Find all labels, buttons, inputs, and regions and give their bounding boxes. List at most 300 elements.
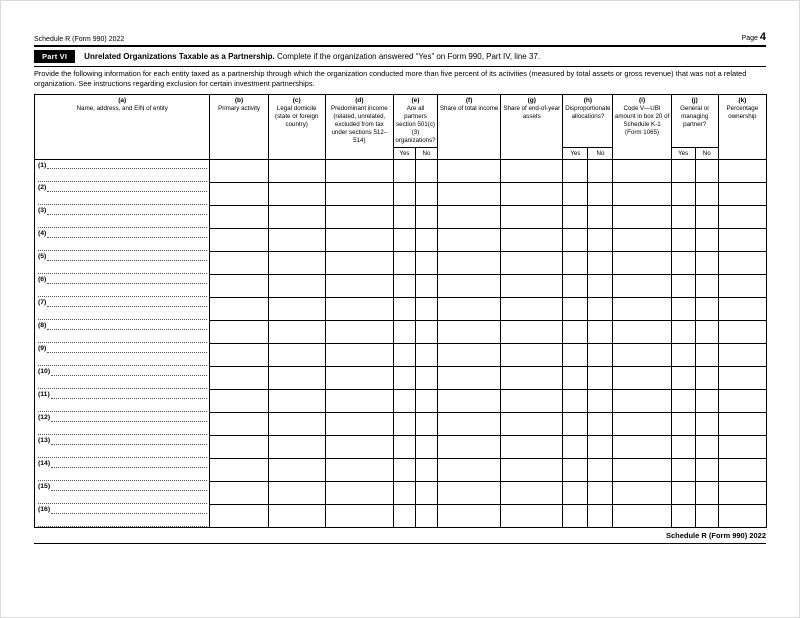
managing-partner-no-cell[interactable] bbox=[695, 251, 718, 274]
partners-501c3-yes-cell[interactable] bbox=[393, 205, 415, 228]
table-row bbox=[35, 205, 767, 228]
partners-501c3-no-cell[interactable] bbox=[415, 228, 437, 251]
entity-name-line bbox=[38, 162, 207, 169]
managing-partner-yes-cell[interactable] bbox=[671, 251, 695, 274]
managing-partner-yes-cell[interactable] bbox=[671, 412, 695, 435]
legal-domicile-cell[interactable] bbox=[268, 389, 325, 412]
col-header-b: (b) Primary activity bbox=[210, 94, 268, 159]
partners-501c3-no-cell[interactable] bbox=[415, 343, 437, 366]
col-header-i: (i) Code V—UBI amount in box 20 of Schedule K-1 (Form 1065) bbox=[613, 94, 671, 159]
partners-501c3-yes-cell[interactable] bbox=[393, 182, 415, 205]
dotted-line bbox=[38, 526, 207, 527]
table-row bbox=[35, 159, 767, 182]
entity-name-cell[interactable] bbox=[35, 343, 210, 366]
predominant-income-cell[interactable] bbox=[325, 274, 393, 297]
partners-501c3-yes-cell[interactable] bbox=[393, 389, 415, 412]
percentage-ownership-cell[interactable] bbox=[718, 366, 766, 389]
entity-name-cell[interactable] bbox=[35, 481, 210, 504]
primary-activity-cell[interactable] bbox=[210, 228, 268, 251]
entity-name-cell[interactable] bbox=[35, 458, 210, 481]
disproportionate-no-cell[interactable] bbox=[588, 366, 613, 389]
partners-501c3-yes-cell[interactable] bbox=[393, 504, 415, 527]
entity-name-cell[interactable] bbox=[35, 251, 210, 274]
predominant-income-cell[interactable] bbox=[325, 159, 393, 182]
disproportionate-yes-cell[interactable] bbox=[563, 366, 588, 389]
table-row bbox=[35, 458, 767, 481]
primary-activity-cell[interactable] bbox=[210, 343, 268, 366]
managing-partner-no-cell[interactable] bbox=[695, 205, 718, 228]
managing-partner-no-cell[interactable] bbox=[695, 435, 718, 458]
entity-table bbox=[34, 94, 767, 528]
disproportionate-yes-cell[interactable] bbox=[563, 343, 588, 366]
primary-activity-cell[interactable] bbox=[210, 320, 268, 343]
percentage-ownership-cell[interactable] bbox=[718, 274, 766, 297]
entity-name-line bbox=[38, 414, 207, 421]
legal-domicile-cell[interactable] bbox=[268, 435, 325, 458]
row-number: (3) bbox=[38, 207, 47, 215]
disproportionate-yes-cell[interactable] bbox=[563, 435, 588, 458]
legal-domicile-cell[interactable] bbox=[268, 159, 325, 182]
dotted-leader bbox=[47, 253, 207, 260]
code-v-ubi-cell[interactable] bbox=[613, 274, 671, 297]
partners-501c3-no-cell[interactable] bbox=[415, 412, 437, 435]
dotted-leader bbox=[47, 207, 207, 214]
disproportionate-yes-cell[interactable] bbox=[563, 504, 588, 527]
instructions-text: Provide the following information for each entity taxed as a partnership through which the organization conducted more than five percent of its activities (measured by total assets or gross revenue) that was not a related organization. See instructions regarding exclusion for certain investment partnerships. bbox=[34, 69, 747, 88]
legal-domicile-cell[interactable] bbox=[268, 205, 325, 228]
row-number: (8) bbox=[38, 322, 47, 330]
disproportionate-yes-cell[interactable] bbox=[563, 182, 588, 205]
legal-domicile-cell[interactable] bbox=[268, 228, 325, 251]
managing-partner-yes-cell[interactable] bbox=[671, 458, 695, 481]
share-eoy-assets-cell[interactable] bbox=[501, 435, 563, 458]
code-v-ubi-cell[interactable] bbox=[613, 182, 671, 205]
share-total-income-cell[interactable] bbox=[438, 389, 501, 412]
entity-name-line bbox=[38, 230, 207, 237]
entity-name-line bbox=[38, 391, 207, 398]
predominant-income-cell[interactable] bbox=[325, 205, 393, 228]
managing-partner-no-cell[interactable] bbox=[695, 343, 718, 366]
percentage-ownership-cell[interactable] bbox=[718, 389, 766, 412]
disproportionate-no-cell[interactable] bbox=[588, 159, 613, 182]
disproportionate-no-cell[interactable] bbox=[588, 228, 613, 251]
disproportionate-no-cell[interactable] bbox=[588, 251, 613, 274]
col-header-a: (a) Name, address, and EIN of entity bbox=[35, 94, 210, 159]
legal-domicile-cell[interactable] bbox=[268, 297, 325, 320]
managing-partner-no-cell[interactable] bbox=[695, 412, 718, 435]
entity-name-line bbox=[38, 345, 207, 352]
entity-name-cell[interactable] bbox=[35, 320, 210, 343]
share-eoy-assets-cell[interactable] bbox=[501, 228, 563, 251]
share-total-income-cell[interactable] bbox=[438, 366, 501, 389]
col-header-e-no: No bbox=[415, 147, 437, 159]
predominant-income-cell[interactable] bbox=[325, 389, 393, 412]
disproportionate-yes-cell[interactable] bbox=[563, 320, 588, 343]
primary-activity-cell[interactable] bbox=[210, 366, 268, 389]
predominant-income-cell[interactable] bbox=[325, 343, 393, 366]
table-row bbox=[35, 412, 767, 435]
entity-name-cell[interactable] bbox=[35, 205, 210, 228]
entity-name-line bbox=[38, 506, 207, 513]
code-v-ubi-cell[interactable] bbox=[613, 389, 671, 412]
partners-501c3-yes-cell[interactable] bbox=[393, 481, 415, 504]
entity-name-cell[interactable] bbox=[35, 504, 210, 527]
entity-name-line bbox=[38, 299, 207, 306]
partners-501c3-no-cell[interactable] bbox=[415, 274, 437, 297]
code-v-ubi-cell[interactable] bbox=[613, 481, 671, 504]
managing-partner-no-cell[interactable] bbox=[695, 481, 718, 504]
table-row bbox=[35, 504, 767, 527]
share-total-income-cell[interactable] bbox=[438, 228, 501, 251]
partners-501c3-yes-cell[interactable] bbox=[393, 366, 415, 389]
predominant-income-cell[interactable] bbox=[325, 182, 393, 205]
primary-activity-cell[interactable] bbox=[210, 412, 268, 435]
managing-partner-yes-cell[interactable] bbox=[671, 159, 695, 182]
predominant-income-cell[interactable] bbox=[325, 481, 393, 504]
partners-501c3-yes-cell[interactable] bbox=[393, 435, 415, 458]
share-eoy-assets-cell[interactable] bbox=[501, 274, 563, 297]
legal-domicile-cell[interactable] bbox=[268, 366, 325, 389]
legal-domicile-cell[interactable] bbox=[268, 320, 325, 343]
row-number: (5) bbox=[38, 253, 47, 261]
partners-501c3-yes-cell[interactable] bbox=[393, 228, 415, 251]
managing-partner-yes-cell[interactable] bbox=[671, 228, 695, 251]
managing-partner-no-cell[interactable] bbox=[695, 458, 718, 481]
entity-name-cell[interactable] bbox=[35, 228, 210, 251]
col-header-e: (e) Are all partners section 501(c)(3) organizations? bbox=[393, 94, 437, 147]
predominant-income-cell[interactable] bbox=[325, 366, 393, 389]
table-row bbox=[35, 481, 767, 504]
predominant-income-cell[interactable] bbox=[325, 435, 393, 458]
percentage-ownership-cell[interactable] bbox=[718, 412, 766, 435]
code-v-ubi-cell[interactable] bbox=[613, 412, 671, 435]
table-row bbox=[35, 182, 767, 205]
legal-domicile-cell[interactable] bbox=[268, 504, 325, 527]
legal-domicile-cell[interactable] bbox=[268, 343, 325, 366]
primary-activity-cell[interactable] bbox=[210, 205, 268, 228]
predominant-income-cell[interactable] bbox=[325, 228, 393, 251]
managing-partner-no-cell[interactable] bbox=[695, 320, 718, 343]
predominant-income-cell[interactable] bbox=[325, 412, 393, 435]
partners-501c3-no-cell[interactable] bbox=[415, 458, 437, 481]
dotted-leader bbox=[47, 345, 207, 352]
managing-partner-yes-cell[interactable] bbox=[671, 389, 695, 412]
col-header-g: (g) Share of end-of-year assets bbox=[501, 94, 563, 159]
dotted-leader bbox=[51, 368, 207, 375]
share-eoy-assets-cell[interactable] bbox=[501, 343, 563, 366]
primary-activity-cell[interactable] bbox=[210, 504, 268, 527]
share-total-income-cell[interactable] bbox=[438, 251, 501, 274]
entity-name-line bbox=[38, 368, 207, 375]
predominant-income-cell[interactable] bbox=[325, 251, 393, 274]
entity-name-cell[interactable] bbox=[35, 412, 210, 435]
managing-partner-yes-cell[interactable] bbox=[671, 320, 695, 343]
disproportionate-no-cell[interactable] bbox=[588, 435, 613, 458]
managing-partner-no-cell[interactable] bbox=[695, 182, 718, 205]
page-header bbox=[34, 31, 766, 45]
dotted-leader bbox=[47, 276, 207, 283]
disproportionate-no-cell[interactable] bbox=[588, 182, 613, 205]
partners-501c3-no-cell[interactable] bbox=[415, 435, 437, 458]
percentage-ownership-cell[interactable] bbox=[718, 504, 766, 527]
entity-name-cell[interactable] bbox=[35, 389, 210, 412]
dotted-leader bbox=[51, 506, 207, 513]
partners-501c3-yes-cell[interactable] bbox=[393, 320, 415, 343]
partners-501c3-no-cell[interactable] bbox=[415, 159, 437, 182]
part-vi-title bbox=[84, 52, 540, 61]
percentage-ownership-cell[interactable] bbox=[718, 458, 766, 481]
legal-domicile-cell[interactable] bbox=[268, 274, 325, 297]
predominant-income-cell[interactable] bbox=[325, 297, 393, 320]
code-v-ubi-cell[interactable] bbox=[613, 205, 671, 228]
share-eoy-assets-cell[interactable] bbox=[501, 297, 563, 320]
disproportionate-yes-cell[interactable] bbox=[563, 297, 588, 320]
partners-501c3-no-cell[interactable] bbox=[415, 389, 437, 412]
primary-activity-cell[interactable] bbox=[210, 159, 268, 182]
share-eoy-assets-cell[interactable] bbox=[501, 481, 563, 504]
disproportionate-no-cell[interactable] bbox=[588, 274, 613, 297]
share-eoy-assets-cell[interactable] bbox=[501, 458, 563, 481]
disproportionate-yes-cell[interactable] bbox=[563, 274, 588, 297]
partners-501c3-yes-cell[interactable] bbox=[393, 159, 415, 182]
managing-partner-yes-cell[interactable] bbox=[671, 205, 695, 228]
share-total-income-cell[interactable] bbox=[438, 435, 501, 458]
entity-name-cell[interactable] bbox=[35, 366, 210, 389]
managing-partner-yes-cell[interactable] bbox=[671, 182, 695, 205]
entity-name-line bbox=[38, 276, 207, 283]
disproportionate-no-cell[interactable] bbox=[588, 389, 613, 412]
table-row bbox=[35, 228, 767, 251]
footer-rule bbox=[34, 543, 766, 544]
disproportionate-yes-cell[interactable] bbox=[563, 228, 588, 251]
col-header-h-no: No bbox=[588, 147, 613, 159]
share-eoy-assets-cell[interactable] bbox=[501, 320, 563, 343]
col-header-e-yes: Yes bbox=[393, 147, 415, 159]
disproportionate-yes-cell[interactable] bbox=[563, 389, 588, 412]
code-v-ubi-cell[interactable] bbox=[613, 435, 671, 458]
share-total-income-cell[interactable] bbox=[438, 412, 501, 435]
row-number: (4) bbox=[38, 230, 47, 238]
percentage-ownership-cell[interactable] bbox=[718, 228, 766, 251]
disproportionate-yes-cell[interactable] bbox=[563, 159, 588, 182]
partners-501c3-no-cell[interactable] bbox=[415, 251, 437, 274]
table-row bbox=[35, 251, 767, 274]
entity-name-line bbox=[38, 184, 207, 191]
entity-name-cell[interactable] bbox=[35, 159, 210, 182]
disproportionate-no-cell[interactable] bbox=[588, 343, 613, 366]
table-row bbox=[35, 320, 767, 343]
row-number: (9) bbox=[38, 345, 47, 353]
legal-domicile-cell[interactable] bbox=[268, 458, 325, 481]
partners-501c3-yes-cell[interactable] bbox=[393, 297, 415, 320]
code-v-ubi-cell[interactable] bbox=[613, 343, 671, 366]
primary-activity-cell[interactable] bbox=[210, 274, 268, 297]
col-header-d: (d) Predominant income (related, unrelated, excluded from tax under sections 512–514) bbox=[325, 94, 393, 159]
managing-partner-yes-cell[interactable] bbox=[671, 366, 695, 389]
table-row bbox=[35, 297, 767, 320]
legal-domicile-cell[interactable] bbox=[268, 481, 325, 504]
managing-partner-yes-cell[interactable] bbox=[671, 297, 695, 320]
managing-partner-no-cell[interactable] bbox=[695, 504, 718, 527]
table-header-row bbox=[35, 94, 767, 147]
dotted-leader bbox=[51, 414, 207, 421]
share-total-income-cell[interactable] bbox=[438, 504, 501, 527]
percentage-ownership-cell[interactable] bbox=[718, 205, 766, 228]
row-number: (1) bbox=[38, 161, 47, 169]
share-eoy-assets-cell[interactable] bbox=[501, 504, 563, 527]
share-eoy-assets-cell[interactable] bbox=[501, 412, 563, 435]
disproportionate-no-cell[interactable] bbox=[588, 297, 613, 320]
primary-activity-cell[interactable] bbox=[210, 182, 268, 205]
share-total-income-cell[interactable] bbox=[438, 182, 501, 205]
partners-501c3-yes-cell[interactable] bbox=[393, 251, 415, 274]
disproportionate-no-cell[interactable] bbox=[588, 504, 613, 527]
part-vi-header bbox=[34, 47, 766, 66]
primary-activity-cell[interactable] bbox=[210, 297, 268, 320]
percentage-ownership-cell[interactable] bbox=[718, 435, 766, 458]
dotted-leader bbox=[47, 230, 207, 237]
disproportionate-no-cell[interactable] bbox=[588, 205, 613, 228]
primary-activity-cell[interactable] bbox=[210, 435, 268, 458]
partners-501c3-no-cell[interactable] bbox=[415, 297, 437, 320]
row-number: (12) bbox=[38, 414, 51, 422]
share-eoy-assets-cell[interactable] bbox=[501, 251, 563, 274]
entity-table-body bbox=[35, 159, 767, 527]
code-v-ubi-cell[interactable] bbox=[613, 297, 671, 320]
row-number: (10) bbox=[38, 368, 51, 376]
primary-activity-cell[interactable] bbox=[210, 389, 268, 412]
managing-partner-no-cell[interactable] bbox=[695, 228, 718, 251]
disproportionate-yes-cell[interactable] bbox=[563, 481, 588, 504]
col-header-f: (f) Share of total income bbox=[438, 94, 501, 159]
part-vi-badge: Part VI bbox=[34, 50, 75, 63]
managing-partner-no-cell[interactable] bbox=[695, 274, 718, 297]
legal-domicile-cell[interactable] bbox=[268, 412, 325, 435]
predominant-income-cell[interactable] bbox=[325, 458, 393, 481]
share-eoy-assets-cell[interactable] bbox=[501, 182, 563, 205]
entity-name-cell[interactable] bbox=[35, 274, 210, 297]
entity-name-cell[interactable] bbox=[35, 435, 210, 458]
share-total-income-cell[interactable] bbox=[438, 481, 501, 504]
entity-name-line bbox=[38, 253, 207, 260]
share-total-income-cell[interactable] bbox=[438, 297, 501, 320]
share-total-income-cell[interactable] bbox=[438, 343, 501, 366]
partners-501c3-yes-cell[interactable] bbox=[393, 274, 415, 297]
disproportionate-no-cell[interactable] bbox=[588, 412, 613, 435]
disproportionate-yes-cell[interactable] bbox=[563, 458, 588, 481]
predominant-income-cell[interactable] bbox=[325, 320, 393, 343]
code-v-ubi-cell[interactable] bbox=[613, 228, 671, 251]
managing-partner-yes-cell[interactable] bbox=[671, 343, 695, 366]
legal-domicile-cell[interactable] bbox=[268, 251, 325, 274]
disproportionate-yes-cell[interactable] bbox=[563, 412, 588, 435]
share-eoy-assets-cell[interactable] bbox=[501, 366, 563, 389]
code-v-ubi-cell[interactable] bbox=[613, 159, 671, 182]
percentage-ownership-cell[interactable] bbox=[718, 182, 766, 205]
predominant-income-cell[interactable] bbox=[325, 504, 393, 527]
row-number: (7) bbox=[38, 299, 47, 307]
code-v-ubi-cell[interactable] bbox=[613, 251, 671, 274]
share-eoy-assets-cell[interactable] bbox=[501, 205, 563, 228]
disproportionate-no-cell[interactable] bbox=[588, 458, 613, 481]
dotted-leader bbox=[51, 391, 208, 398]
partners-501c3-yes-cell[interactable] bbox=[393, 412, 415, 435]
code-v-ubi-cell[interactable] bbox=[613, 458, 671, 481]
col-header-h-yes: Yes bbox=[563, 147, 588, 159]
partners-501c3-no-cell[interactable] bbox=[415, 205, 437, 228]
managing-partner-yes-cell[interactable] bbox=[671, 435, 695, 458]
partners-501c3-yes-cell[interactable] bbox=[393, 458, 415, 481]
primary-activity-cell[interactable] bbox=[210, 251, 268, 274]
disproportionate-yes-cell[interactable] bbox=[563, 205, 588, 228]
code-v-ubi-cell[interactable] bbox=[613, 366, 671, 389]
partners-501c3-no-cell[interactable] bbox=[415, 504, 437, 527]
col-header-j-yes: Yes bbox=[671, 147, 695, 159]
disproportionate-no-cell[interactable] bbox=[588, 481, 613, 504]
managing-partner-no-cell[interactable] bbox=[695, 159, 718, 182]
entity-name-line bbox=[38, 483, 207, 490]
disproportionate-yes-cell[interactable] bbox=[563, 251, 588, 274]
percentage-ownership-cell[interactable] bbox=[718, 320, 766, 343]
partners-501c3-yes-cell[interactable] bbox=[393, 343, 415, 366]
managing-partner-yes-cell[interactable] bbox=[671, 274, 695, 297]
table-row bbox=[35, 343, 767, 366]
managing-partner-no-cell[interactable] bbox=[695, 297, 718, 320]
managing-partner-yes-cell[interactable] bbox=[671, 481, 695, 504]
share-eoy-assets-cell[interactable] bbox=[501, 159, 563, 182]
dotted-leader bbox=[51, 460, 207, 467]
share-eoy-assets-cell[interactable] bbox=[501, 389, 563, 412]
partners-501c3-no-cell[interactable] bbox=[415, 481, 437, 504]
col-header-j: (j) General or managing partner? bbox=[671, 94, 718, 147]
share-total-income-cell[interactable] bbox=[438, 320, 501, 343]
disproportionate-no-cell[interactable] bbox=[588, 320, 613, 343]
share-total-income-cell[interactable] bbox=[438, 274, 501, 297]
code-v-ubi-cell[interactable] bbox=[613, 320, 671, 343]
percentage-ownership-cell[interactable] bbox=[718, 251, 766, 274]
partners-501c3-no-cell[interactable] bbox=[415, 182, 437, 205]
col-header-c: (c) Legal domicile (state or foreign country) bbox=[268, 94, 325, 159]
primary-activity-cell[interactable] bbox=[210, 458, 268, 481]
percentage-ownership-cell[interactable] bbox=[718, 343, 766, 366]
managing-partner-no-cell[interactable] bbox=[695, 389, 718, 412]
table-row bbox=[35, 435, 767, 458]
percentage-ownership-cell[interactable] bbox=[718, 481, 766, 504]
entity-name-cell[interactable] bbox=[35, 297, 210, 320]
share-total-income-cell[interactable] bbox=[438, 458, 501, 481]
share-total-income-cell[interactable] bbox=[438, 205, 501, 228]
managing-partner-yes-cell[interactable] bbox=[671, 504, 695, 527]
managing-partner-no-cell[interactable] bbox=[695, 366, 718, 389]
dotted-leader bbox=[47, 299, 207, 306]
percentage-ownership-cell[interactable] bbox=[718, 159, 766, 182]
share-total-income-cell[interactable] bbox=[438, 159, 501, 182]
code-v-ubi-cell[interactable] bbox=[613, 504, 671, 527]
form-id-header: Schedule R (Form 990) 2022 bbox=[34, 36, 125, 43]
entity-name-cell[interactable] bbox=[35, 182, 210, 205]
percentage-ownership-cell[interactable] bbox=[718, 297, 766, 320]
dotted-leader bbox=[47, 162, 207, 169]
dotted-leader bbox=[47, 322, 207, 329]
primary-activity-cell[interactable] bbox=[210, 481, 268, 504]
dotted-leader bbox=[51, 437, 207, 444]
legal-domicile-cell[interactable] bbox=[268, 182, 325, 205]
row-number: (16) bbox=[38, 506, 51, 514]
partners-501c3-no-cell[interactable] bbox=[415, 320, 437, 343]
form-id-footer: Schedule R (Form 990) 2022 bbox=[665, 530, 766, 540]
col-header-k: (k) Percentage ownership bbox=[718, 94, 766, 159]
partners-501c3-no-cell[interactable] bbox=[415, 366, 437, 389]
